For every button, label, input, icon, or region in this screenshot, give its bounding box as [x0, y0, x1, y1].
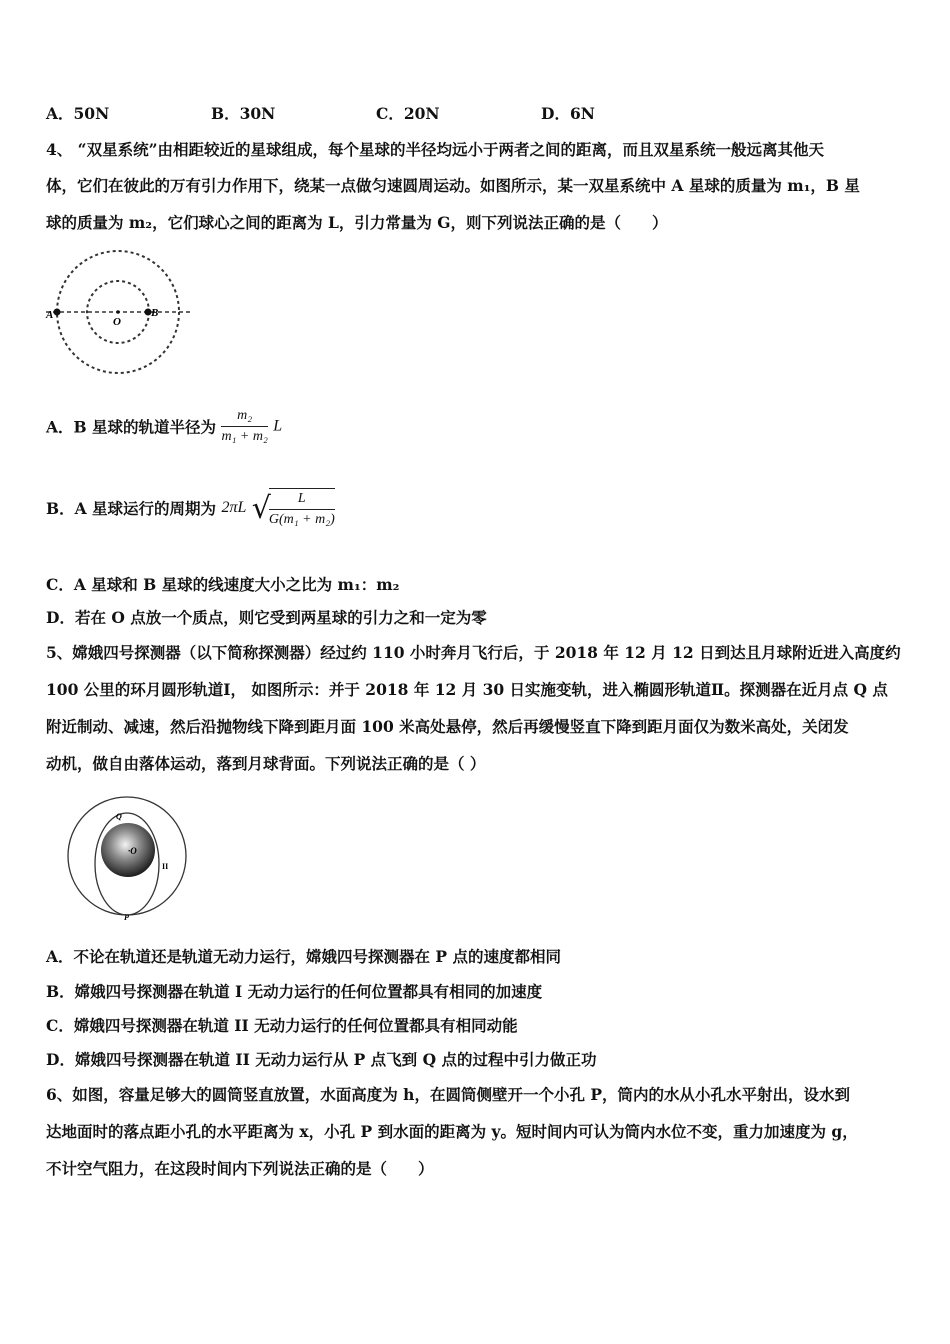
q5-stem-line-4: 动机，做自由落体运动，落到月球背面。下列说法正确的是（ ）	[46, 754, 486, 773]
label-ii: II	[162, 862, 169, 871]
label-a: A	[46, 309, 54, 321]
sqrt-numerator: L	[269, 491, 335, 510]
q4-option-b	[46, 488, 335, 528]
fraction-tail: L	[273, 417, 283, 435]
star-a	[54, 309, 61, 316]
q4-option-d: D．若在 O 点放一个质点，则它受到两星球的引力之和一定为零	[46, 608, 487, 627]
binary-star-figure	[44, 244, 194, 380]
q4-stem-line-2: 体，它们在彼此的万有引力作用下，绕某一点做匀速圆周运动。如图所示，某一双星系统中 A 星球的质量为 m₁，B 星	[46, 176, 860, 195]
q4-stem-line-1: 4、 “双星系统”由相距较近的星球组成，每个星球的半径均远小于两者之间的距离，而且双星系统一般远离其他天	[46, 140, 825, 159]
sqrt-denominator: G(m₁ + m₂)	[268, 512, 335, 527]
sqrt-sign: √	[251, 490, 271, 526]
q5-option-d: D．嫦娥四号探测器在轨道 II 无动力运行从 P 点飞到 Q 点的过程中引力做正功	[46, 1050, 597, 1069]
q4-option-c: C．A 星球和 B 星球的线速度大小之比为 m₁：m₂	[46, 575, 400, 594]
fraction-denominator: m₁ + m₂	[221, 429, 268, 444]
center-o	[116, 310, 120, 314]
label-b: B	[151, 307, 159, 319]
q5-stem-line-2: 100 公里的环月圆形轨道Ⅰ， 如图所示：并于 2018 年 12 月 30 日实施变轨，进入椭圆形轨道Ⅱ。探测器在近月点 Q 点	[46, 680, 888, 699]
period-prefix: 2πL	[221, 499, 247, 516]
q5-stem-line-1: 5、嫦娥四号探测器（以下简称探测器）经过约 110 小时奔月飞行后，于 2018 年 12 月 12 日到达且月球附近进入高度约	[46, 643, 901, 662]
label-p: P	[124, 913, 129, 922]
label-o: O	[113, 316, 121, 328]
q4-option-a-fraction	[221, 408, 267, 445]
moon-orbit-figure	[62, 792, 198, 922]
q3-option-b: B．30N	[211, 104, 276, 123]
q4-option-b-fraction	[269, 488, 335, 528]
label-o: ·O	[128, 846, 137, 856]
q6-stem-line-2: 达地面时的落点距小孔的水平距离为 x，小孔 P 到水面的距离为 y。短时间内可认为筒内水位不变，重力加速度为 g，	[46, 1122, 858, 1141]
label-q: Q	[116, 812, 122, 821]
q5-option-a: A．不论在轨道还是轨道无动力运行，嫦娥四号探测器在 P 点的速度都相同	[46, 947, 561, 966]
q6-stem-line-1: 6、如图，容量足够大的圆筒竖直放置，水面高度为 h，在圆筒侧壁开一个小孔 P，筒内的水从小孔水平射出，设水到	[46, 1085, 851, 1104]
q3-option-d: D．6N	[541, 104, 595, 123]
q3-option-c: C．20N	[376, 104, 440, 123]
q4-option-b-text: B．A 星球运行的周期为	[46, 499, 217, 518]
q3-option-a: A．50N	[46, 104, 110, 123]
fraction-numerator: m₂	[221, 408, 267, 427]
q4-option-a	[46, 408, 282, 445]
q6-stem-line-3: 不计空气阻力，在这段时间内下列说法正确的是（ ）	[46, 1159, 434, 1178]
q4-option-a-text: A．B 星球的轨道半径为	[46, 417, 217, 437]
q4-stem-line-3: 球的质量为 m₂，它们球心之间的距离为 L，引力常量为 G，则下列说法正确的是（ ）	[46, 213, 668, 232]
q5-option-b: B．嫦娥四号探测器在轨道 I 无动力运行的任何位置都具有相同的加速度	[46, 982, 543, 1001]
q5-option-c: C．嫦娥四号探测器在轨道 II 无动力运行的任何位置都具有相同动能	[46, 1016, 518, 1035]
q5-stem-line-3: 附近制动、减速，然后沿抛物线下降到距月面 100 米高处悬停，然后再缓慢竖直下降到距月面仅为数米高处，关闭发	[46, 717, 849, 736]
